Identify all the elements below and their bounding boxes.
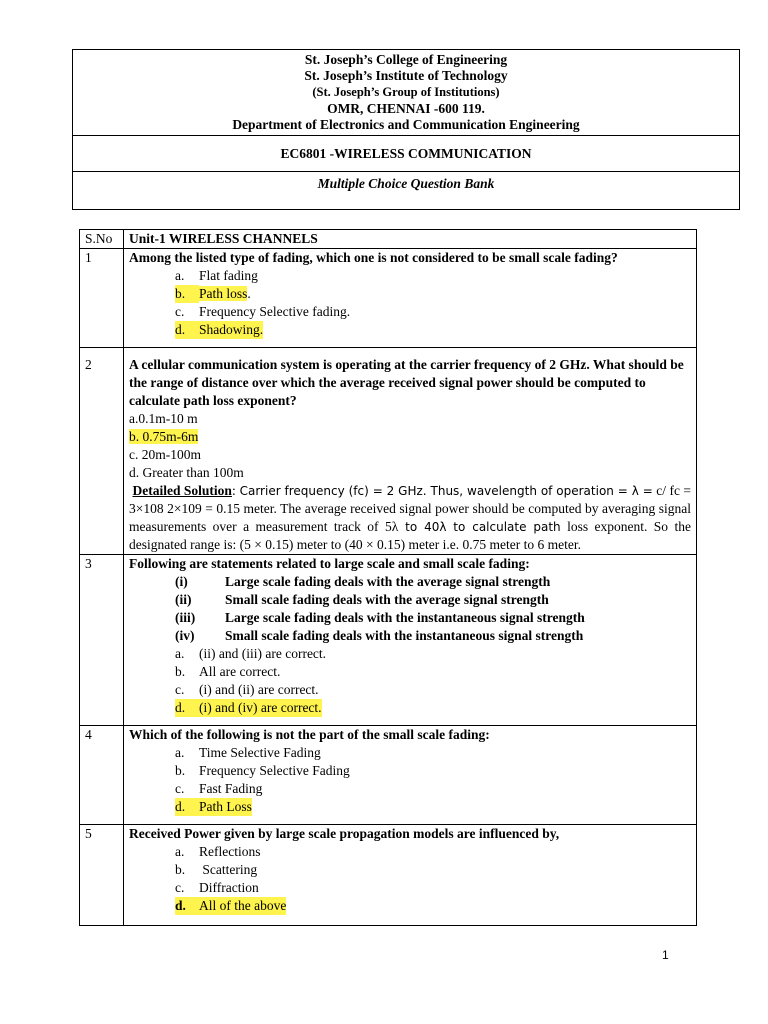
option-d: d. Greater than 100m (129, 465, 244, 480)
option-d: d. Shadowing. (175, 322, 264, 337)
option-a: a. (ii) and (iii) are correct. (175, 646, 327, 661)
question-cell (124, 348, 697, 555)
document-header (72, 49, 740, 210)
question-text: Received Power given by large scale propagation models are influenced by, (129, 826, 560, 841)
institute-name: St. Joseph’s Institute of Technology (304, 68, 508, 84)
option-b: b. Path loss. (175, 286, 251, 301)
option-b: b. Scattering (175, 862, 258, 877)
question-cell (124, 555, 697, 726)
course-title: EC6801 -WIRELESS COMMUNICATION (73, 136, 739, 172)
option-c: c. Fast Fading (175, 781, 263, 796)
table-row (80, 555, 697, 726)
table-row (80, 726, 697, 825)
options-list (129, 843, 691, 915)
question-text: Following are statements related to large scale and small scale fading: (129, 556, 530, 571)
department: Department of Electronics and Communication Engineering (232, 116, 580, 132)
option-a: a. Flat fading (175, 268, 258, 283)
option-d: d. All of the above (175, 898, 287, 913)
page-number: 1 (662, 948, 669, 962)
table-header-row (80, 230, 697, 249)
option-c: c. 20m-100m (129, 447, 201, 462)
question-cell (124, 249, 697, 348)
college-name: St. Joseph’s College of Engineering (304, 52, 508, 67)
option-d: d. Path Loss (175, 799, 252, 814)
question-text: Which of the following is not the part of the small scale fading: (129, 727, 490, 742)
option-b: b. All are correct. (175, 664, 281, 679)
question-cell (124, 726, 697, 825)
table-row (80, 249, 697, 348)
question-number: 3 (80, 555, 124, 726)
options-list (129, 645, 691, 717)
unit-header: Unit-1 WIRELESS CHANNELS (124, 230, 697, 249)
statement-ii: (ii) Small scale fading deals with the average signal strength (175, 592, 549, 607)
question-number: 4 (80, 726, 124, 825)
question-number: 2 (80, 348, 124, 555)
question-cell (124, 825, 697, 926)
group-name: (St. Joseph’s Group of Institutions) (312, 85, 500, 100)
statement-iii: (iii) Large scale fading deals with the instantaneous signal strength (175, 610, 585, 625)
option-d: d. (i) and (iv) are correct. (175, 700, 322, 715)
option-a: a. Reflections (175, 844, 261, 859)
option-b: b. 0.75m-6m (129, 429, 199, 444)
question-table (79, 229, 697, 926)
question-number: 5 (80, 825, 124, 926)
statement-iv: (iv) Small scale fading deals with the instantaneous signal strength (175, 628, 584, 643)
table-row (80, 348, 697, 555)
option-b: b. Frequency Selective Fading (175, 763, 350, 778)
detailed-solution: Detailed Solution: Carrier frequency (fc) = 2 GHz. Thus, wavelength of operation = λ = c/ fc = 3×108 2×109 = 0.15 meter. The average received signal power should be computed by averaging signal measurements over a measurement track of 5λ to 40λ to calculate path loss exponent. So the designated range is: (5 × 0.15) meter to (40 × 0.15) meter i.e. 0.75 meter to 6 meter. (129, 483, 692, 552)
option-a: a. Time Selective Fading (175, 745, 321, 760)
table-row (80, 825, 697, 926)
question-text: Among the listed type of fading, which one is not considered to be small scale fading? (129, 250, 618, 265)
question-number: 1 (80, 249, 124, 348)
sno-header: S.No (80, 230, 124, 249)
option-c: c. Frequency Selective fading. (175, 304, 351, 319)
options-list (129, 267, 691, 339)
institution-block (73, 50, 739, 136)
options-list (129, 744, 691, 816)
option-c: c. (i) and (ii) are correct. (175, 682, 319, 697)
statement-i: (i) Large scale fading deals with the average signal strength (175, 574, 551, 589)
bank-title: Multiple Choice Question Bank (317, 176, 495, 191)
question-text: A cellular communication system is operating at the carrier frequency of 2 GHz. What should be the range of distance over which the average received signal power should be computed to calculate path loss exponent? (129, 357, 684, 408)
address: OMR, CHENNAI -600 119. (327, 100, 485, 116)
option-c: c. Diffraction (175, 880, 259, 895)
option-a: a.0.1m-10 m (129, 411, 198, 426)
